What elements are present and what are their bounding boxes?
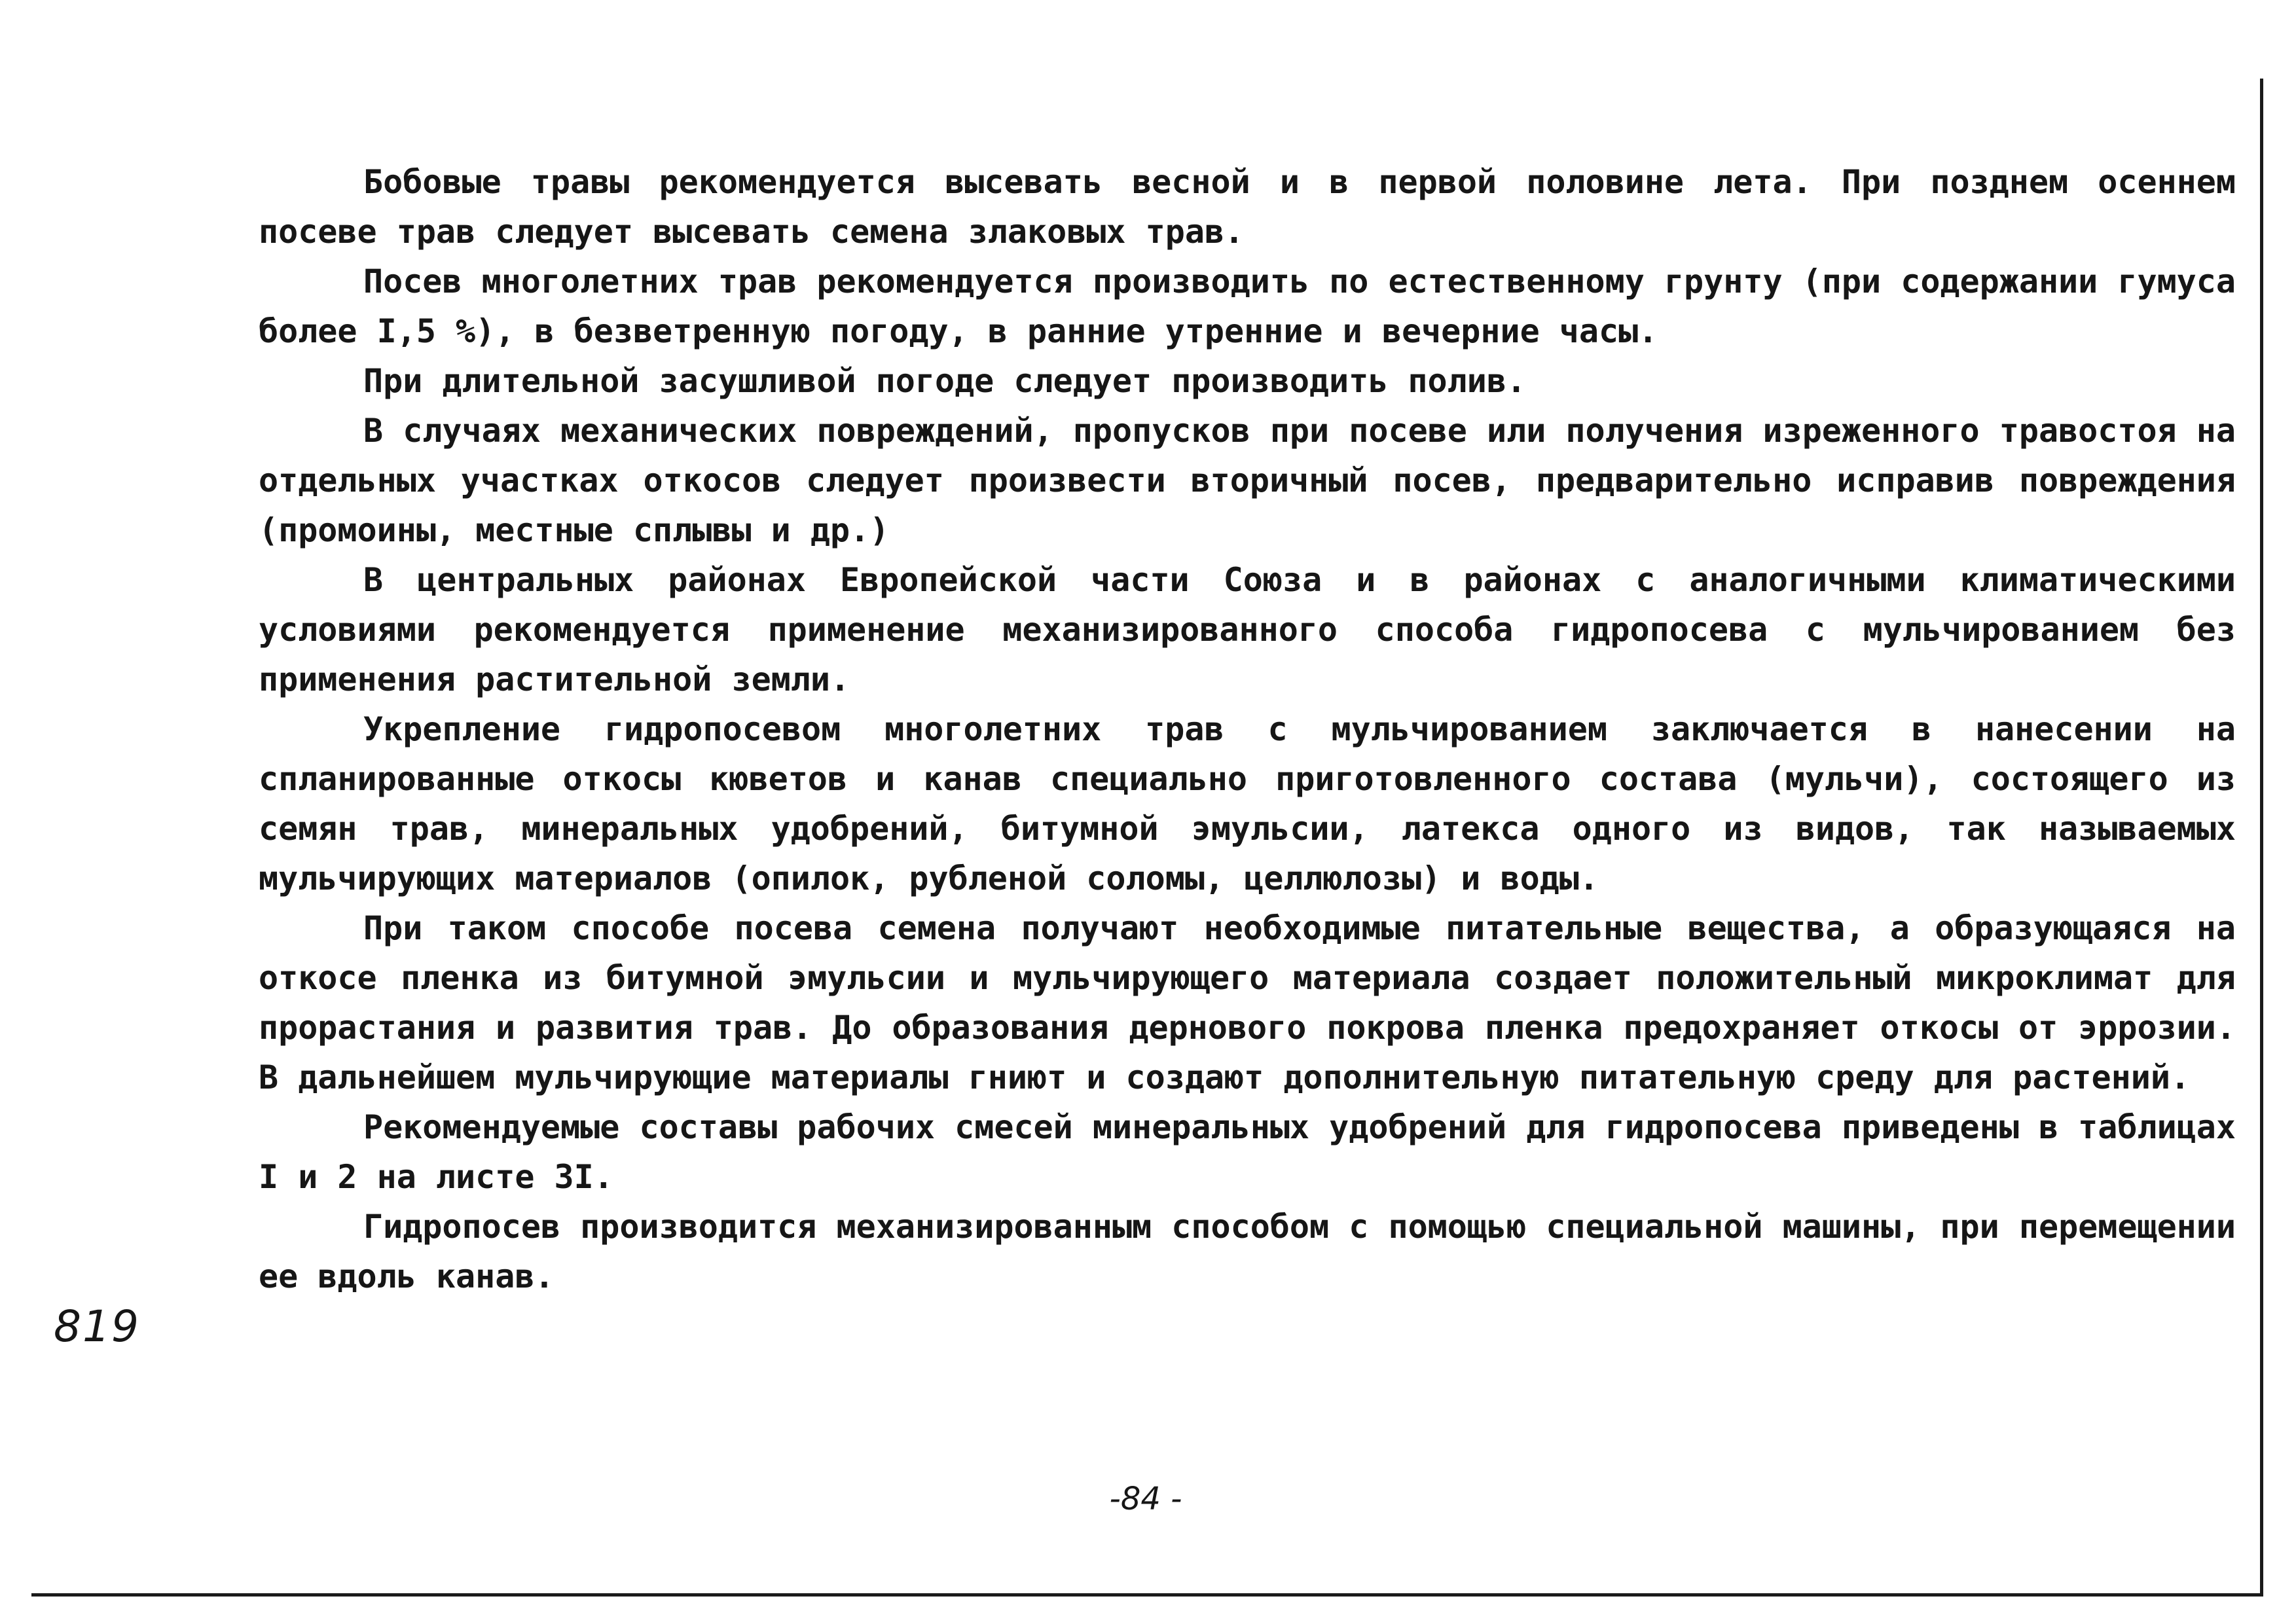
page-frame-right-line (2260, 79, 2263, 1596)
paragraph-watering: При длительной засушливой погоде следует производить полив. (363, 362, 1527, 400)
page-number: -84 - (1109, 1481, 1182, 1517)
paragraph-mixture-tables: Рекомендуемые составы рабочих смесей минеральных удобрений для гидропосева приведены в таблицах I и 2 на листе 3I. (259, 1108, 2236, 1196)
handwritten-margin-number: 819 (54, 1301, 140, 1352)
paragraph-hydroseeding-method: Укрепление гидропосевом многолетних трав с мульчированием заключается в нанесении на спланированные откосы кюветов и канав специально приготовленного состава (мульчи), состоящего из семян трав, минеральных удобрений, битумной эмульсии, латекса одного из видов, так называемых мульчирующих материалов (опилок, рубленой соломы, целлюлозы) и воды. (259, 710, 2236, 897)
paragraph-central-regions: В центральных районах Европейской части Союза и в районах с аналогичными климатическими условиями рекомендуется применение механизированного способа гидропосева с мульчированием без применения растительной земли. (259, 561, 2236, 698)
body-text (259, 157, 2236, 1301)
paragraph-machine: Гидропосев производится механизированным способом с помощью специальной машины, при перемещении ее вдоль канав. (259, 1208, 2236, 1295)
paragraph-film-benefits: При таком способе посева семена получают необходимые питательные вещества, а образующаяся на откосе пленка из битумной эмульсии и мульчирующего материала создает положительный микроклимат для прорастания и развития трав. До образования дернового покрова пленка предохраняет откосы от эррозии. В дальнейшем мульчирующие материалы гниют и создают дополнительную питательную среду для растений. (259, 909, 2236, 1096)
page-frame-bottom-line (31, 1593, 2263, 1597)
paragraph-perennial-sowing: Посев многолетних трав рекомендуется производить по естественному грунту (при содержании гумуса более I,5 %), в безветренную погоду, в ранние утренние и вечерние часы. (259, 262, 2236, 350)
paragraph-legume-sowing: Бобовые травы рекомендуется высевать весной и в первой половине лета. При позднем осеннем посеве трав следует высевать семена злаковых трав. (259, 163, 2236, 251)
paragraph-resowing: В случаях механических повреждений, пропусков при посеве или получения изреженного травостоя на отдельных участках откосов следует произвести вторичный посев, предварительно исправив повреждения (промоины, местные сплывы и др.) (259, 412, 2236, 549)
